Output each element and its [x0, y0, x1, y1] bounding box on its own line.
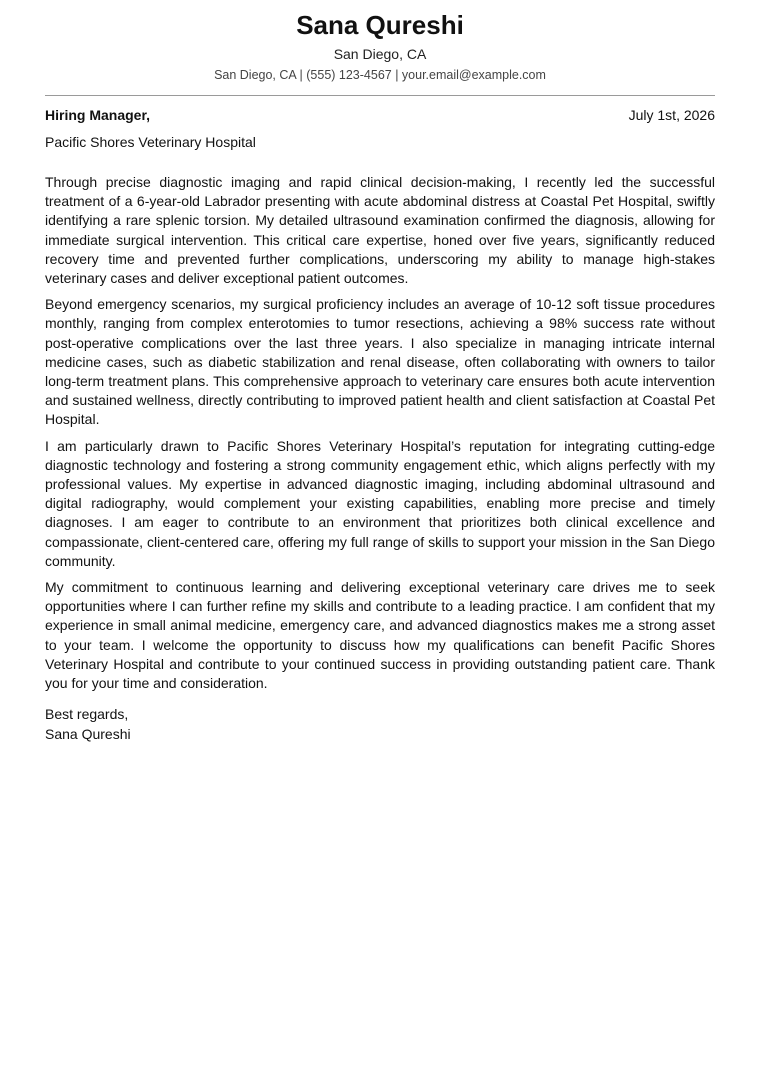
- letter-header: [45, 0, 715, 84]
- letter-closing: [45, 705, 715, 744]
- body-paragraph-1: Through precise diagnostic imaging and rapid clinical decision-making, I recently led the successful treatment of a 6-year-old Labrador presenting with acute abdominal distress at Coastal Pet Hospital, swiftly identifying a rare splenic torsion. My detailed ultrasound examination confirmed the diagnosis, allowing for immediate surgical intervention. This critical care expertise, honed over five years, significantly reduced recovery time and prevented further complications, underscoring my ability to manage high-stakes veterinary cases and deliver exceptional patient outcomes.: [45, 174, 715, 287]
- letter-body: [45, 173, 715, 693]
- sign-off: Best regards,: [45, 706, 129, 723]
- recipient-row: [45, 105, 715, 125]
- letter-date: July 1st, 2026: [628, 107, 715, 123]
- header-divider: [45, 95, 715, 96]
- recipient-company: Pacific Shores Veterinary Hospital: [45, 134, 256, 150]
- body-paragraph-2: Beyond emergency scenarios, my surgical proficiency includes an average of 10-12 soft tissue procedures monthly, ranging from complex enterotomies to tumor resections, achieving a 98% success rate without post-operative complications over the last three years. I also specialize in managing intricate internal medicine cases, such as diabetic stabilization and renal disease, often collaborating with owners to tailor long-term treatment plans. This comprehensive approach to veterinary care ensures both acute intervention and sustained wellness, directly contributing to improved patient health and client satisfaction at Coastal Pet Hospital.: [45, 296, 715, 428]
- body-paragraph-3: I am particularly drawn to Pacific Shores Veterinary Hospital’s reputation for integrating cutting-edge diagnostic technology and fostering a strong community engagement ethic, which aligns perfectly with my professional values. My expertise in advanced diagnostic imaging, including abdominal ultrasound and digital radiography, would complement your existing capabilities, enabling more precise and timely diagnoses. I am eager to contribute to an environment that prioritizes both clinical excellence and compassionate, client-centered care, offering my full range of skills to support your mission in the San Diego community.: [45, 437, 715, 569]
- applicant-contact-line: San Diego, CA | (555) 123-4567 | your.email@example.com: [214, 68, 546, 82]
- signature-name: Sana Qureshi: [45, 725, 131, 742]
- body-paragraph-4: My commitment to continuous learning and delivering exceptional veterinary care drives me to seek opportunities where I can further refine my skills and contribute to a leading practice. I am confident that my experience in small animal medicine, emergency care, and advanced diagnostics makes me a strong asset to your team. I welcome the opportunity to discuss how my qualifications can benefit Pacific Shores Veterinary Hospital and contribute to your continued success in providing outstanding patient care. Thank you for your time and consideration.: [45, 579, 715, 692]
- applicant-location: San Diego, CA: [333, 46, 427, 62]
- recipient-salutation: Hiring Manager,: [45, 107, 151, 123]
- applicant-name: Sana Qureshi: [296, 10, 464, 40]
